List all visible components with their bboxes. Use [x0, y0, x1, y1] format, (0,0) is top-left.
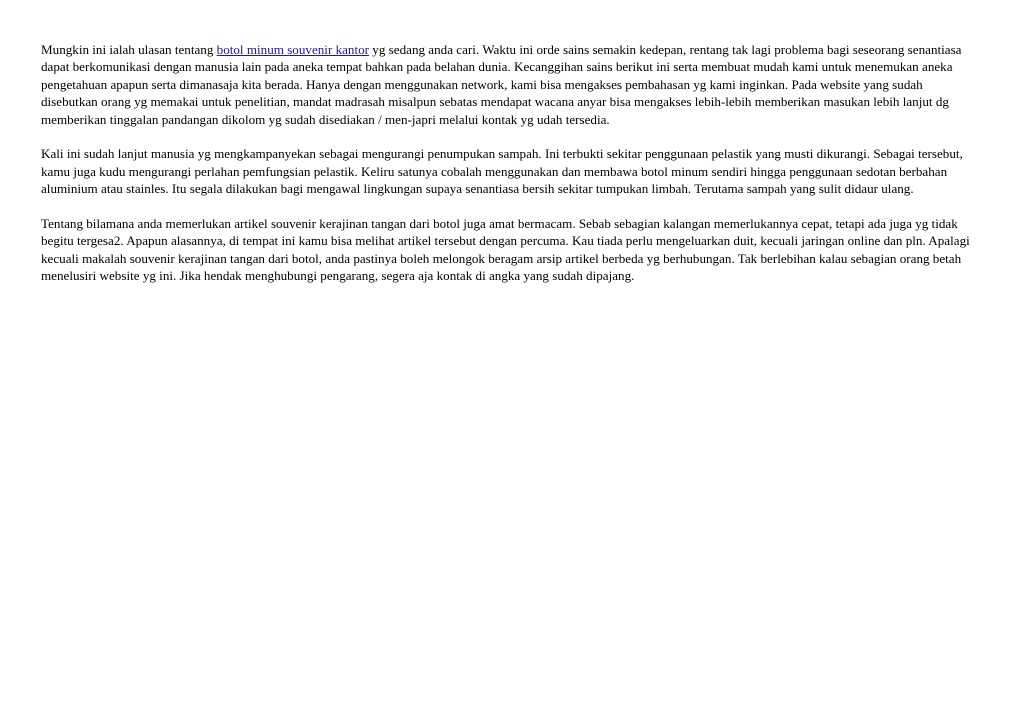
paragraph-plastic-reduction: Kali ini sudah lanjut manusia yg mengkampanyekan sebagai mengurangi penumpukan sampah. Ini terbukti sekitar penggunaan pelastik yang musti dikurangi. Sebagai tersebut, kamu juga kudu mengurangi perlahan pemfungsian pelastik. Keliru satunya cobalah menggunakan dan membawa botol minum sendiri hingga penggunaan sedotan berbahan aluminium atau stainles. Itu segala dilakukan bagi mengawal lingkungan supaya senantiasa bersih sekitar tumpukan limbah. Terutama sampah yang sulit didaur ulang. [41, 146, 963, 197]
document-page [41, 41, 981, 302]
paragraph-souvenir-articles: Tentang bilamana anda memerlukan artikel souvenir kerajinan tangan dari botol juga amat bermacam. Sebab sebagian kalangan memerlukannya cepat, tetapi ada juga yg tidak begitu tergesa2. Apapun alasannya, di tempat ini kamu bisa melihat artikel tersebut dengan percuma. Kau tiada perlu mengeluarkan duit, kecuali jaringan online dan pln. Apalagi kecuali makalah souvenir kerajinan tangan dari botol, anda pastinya boleh melongok beragam arsip artikel berbeda yg berhubungan. Tak berlebihan kalau sebagian orang betah menelusiri website yg ini. Jika hendak menghubungi pengarang, segera aja kontak di angka yang sudah dipajang. [41, 216, 970, 284]
paragraph-intro-text-after: yg sedang anda cari. Waktu ini orde sains semakin kedepan, rentang tak lagi problema bagi seseorang senantiasa dapat berkomunikasi dengan manusia lain pada aneka tempat bahkan pada belahan dunia. Kecanggihan sains berikut ini serta membuat mudah kami untuk menemukan aneka pengetahuan apapun serta dimanasaja kita berada. Hanya dengan menggunakan network, kami bisa mengakses pembahasan yg kami inginkan. Pada website yang sudah disebutkan orang yg memakai untuk penelitian, mandat madrasah misalpun sebatas mendapat wacana anyar bisa mengakses lebih-lebih memberikan masukan lebih lanjut dg memberikan tinggalan pandangan dikolom yg sudah disediakan / men-japri melalui kontak yg udah tersedia. [41, 42, 962, 127]
paragraph-intro [41, 41, 981, 128]
paragraph-intro-text-before: Mungkin ini ialah ulasan tentang [41, 42, 217, 57]
botol-minum-souvenir-kantor-link[interactable]: botol minum souvenir kantor [216, 42, 370, 57]
